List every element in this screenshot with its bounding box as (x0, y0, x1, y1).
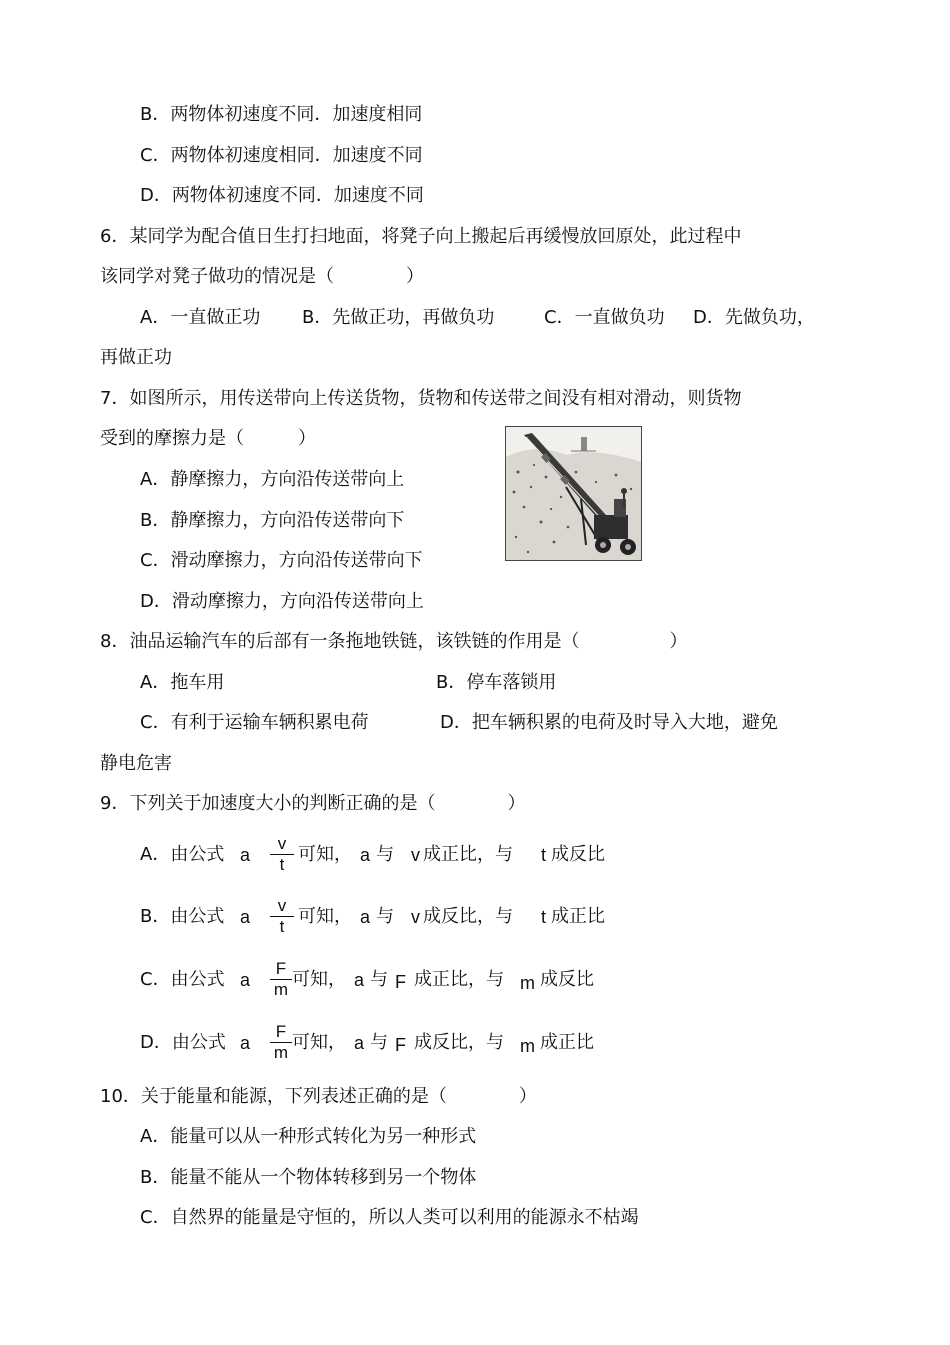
q9-d-denominator: m (273, 1043, 289, 1062)
q9-a-rel1: 与 (376, 844, 394, 865)
q9-a-sym-v: v (411, 845, 420, 865)
q9-d-middle: 可知， (292, 1032, 346, 1053)
q7-option-b: B．静摩擦力，方向沿传送带向下 (140, 510, 405, 531)
q9-b-sym-v: v (411, 907, 420, 927)
q9-b-rel1: 与 (376, 906, 394, 927)
q9-a-sym-t: t (541, 845, 547, 865)
q8-option-d-continued: 静电危害 (100, 753, 172, 774)
q7-stem-line1: 7．如图所示，用传送带向上传送货物，货物和传送带之间没有相对滑动，则货物 (100, 388, 742, 409)
q9-b-sym-t: t (541, 907, 547, 927)
q9-c-middle: 可知， (292, 969, 346, 990)
q9-stem: 9．下列关于加速度大小的判断正确的是（ ） (100, 793, 526, 814)
q9-option-c-prefix: C．由公式 (140, 969, 225, 990)
q9-c-fraction (270, 959, 292, 1000)
q9-c-formula-lhs: a (240, 970, 251, 990)
q5-option-d: D．两物体初速度不同．加速度不同 (140, 185, 424, 206)
q7-option-a: A．静摩擦力，方向沿传送带向上 (140, 469, 405, 490)
conveyor-belt-illustration (506, 427, 641, 560)
q9-option-a-prefix: A．由公式 (140, 844, 225, 865)
q9-b-fraction (270, 896, 294, 937)
q9-b-denominator: t (279, 917, 285, 936)
q9-c-rel2: 成正比，与 (414, 969, 504, 990)
q10-stem: 10．关于能量和能源，下列表述正确的是（ ） (100, 1086, 537, 1107)
q9-b-numerator: v (277, 896, 287, 915)
q9-a-numerator: v (277, 834, 287, 853)
q9-b-sym-a: a (360, 907, 371, 927)
q9-c-numerator: F (275, 959, 287, 978)
q9-c-sym-m: m (520, 973, 535, 993)
q9-a-fraction (270, 834, 294, 875)
q9-a-sym-a: a (360, 845, 371, 865)
q6-option-b: B．先做正功，再做负功 (302, 307, 495, 328)
q9-b-rel2: 成反比，与 (423, 906, 513, 927)
q9-a-rel3: 成反比 (551, 844, 605, 865)
q7-option-d: D．滑动摩擦力，方向沿传送带向上 (140, 591, 424, 612)
q9-d-rel3: 成正比 (540, 1032, 594, 1053)
q9-option-b-prefix: B．由公式 (140, 906, 225, 927)
q10-option-b: B．能量不能从一个物体转移到另一个物体 (140, 1167, 477, 1188)
q9-b-rel3: 成正比 (551, 906, 605, 927)
conveyor-belt-figure (505, 426, 642, 561)
q9-b-formula-lhs: a (240, 907, 251, 927)
q9-c-denominator: m (273, 980, 289, 999)
q8-option-d: D．把车辆积累的电荷及时导入大地，避免 (440, 712, 778, 733)
q5-option-b: B．两物体初速度不同．加速度相同 (140, 104, 423, 125)
q9-d-fraction (270, 1022, 292, 1063)
q10-option-a: A．能量可以从一种形式转化为另一种形式 (140, 1126, 477, 1147)
q9-d-sym-F: F (395, 1035, 406, 1055)
q5-option-c: C．两物体初速度相同．加速度不同 (140, 145, 423, 166)
q9-c-sym-a: a (354, 970, 365, 990)
q9-d-sym-m: m (520, 1036, 535, 1056)
q9-d-numerator: F (275, 1022, 287, 1041)
q6-stem-line2: 该同学对凳子做功的情况是（ ） (100, 266, 424, 287)
q10-option-c: C．自然界的能量是守恒的，所以人类可以利用的能源永不枯竭 (140, 1207, 639, 1228)
q9-c-sym-F: F (395, 972, 406, 992)
q6-option-a: A．一直做正功 (140, 307, 261, 328)
q6-stem-line1: 6．某同学为配合值日生打扫地面，将凳子向上搬起后再缓慢放回原处，此过程中 (100, 226, 742, 247)
q9-d-rel1: 与 (370, 1032, 388, 1053)
q7-stem-line2: 受到的摩擦力是（ ） (100, 428, 316, 449)
q9-d-rel2: 成反比，与 (414, 1032, 504, 1053)
q9-option-d-prefix: D．由公式 (140, 1032, 226, 1053)
q7-option-c: C．滑动摩擦力，方向沿传送带向下 (140, 550, 423, 571)
q8-stem: 8．油品运输汽车的后部有一条拖地铁链，该铁链的作用是（ ） (100, 631, 688, 652)
q8-option-c: C．有利于运输车辆积累电荷 (140, 712, 369, 733)
q9-a-middle: 可知， (298, 844, 352, 865)
q8-option-b: B．停车落锁用 (436, 672, 557, 693)
q9-d-formula-lhs: a (240, 1033, 251, 1053)
q9-c-rel1: 与 (370, 969, 388, 990)
q8-option-a: A．拖车用 (140, 672, 225, 693)
q6-option-d-continued: 再做正功 (100, 347, 172, 368)
q9-a-formula-lhs: a (240, 845, 251, 865)
q9-a-denominator: t (279, 855, 285, 874)
q9-b-middle: 可知， (298, 906, 352, 927)
q9-d-sym-a: a (354, 1033, 365, 1053)
q9-a-rel2: 成正比，与 (423, 844, 513, 865)
q6-option-d: D．先做负功， (693, 307, 815, 328)
q6-option-c: C．一直做负功 (544, 307, 665, 328)
q9-c-rel3: 成反比 (540, 969, 594, 990)
